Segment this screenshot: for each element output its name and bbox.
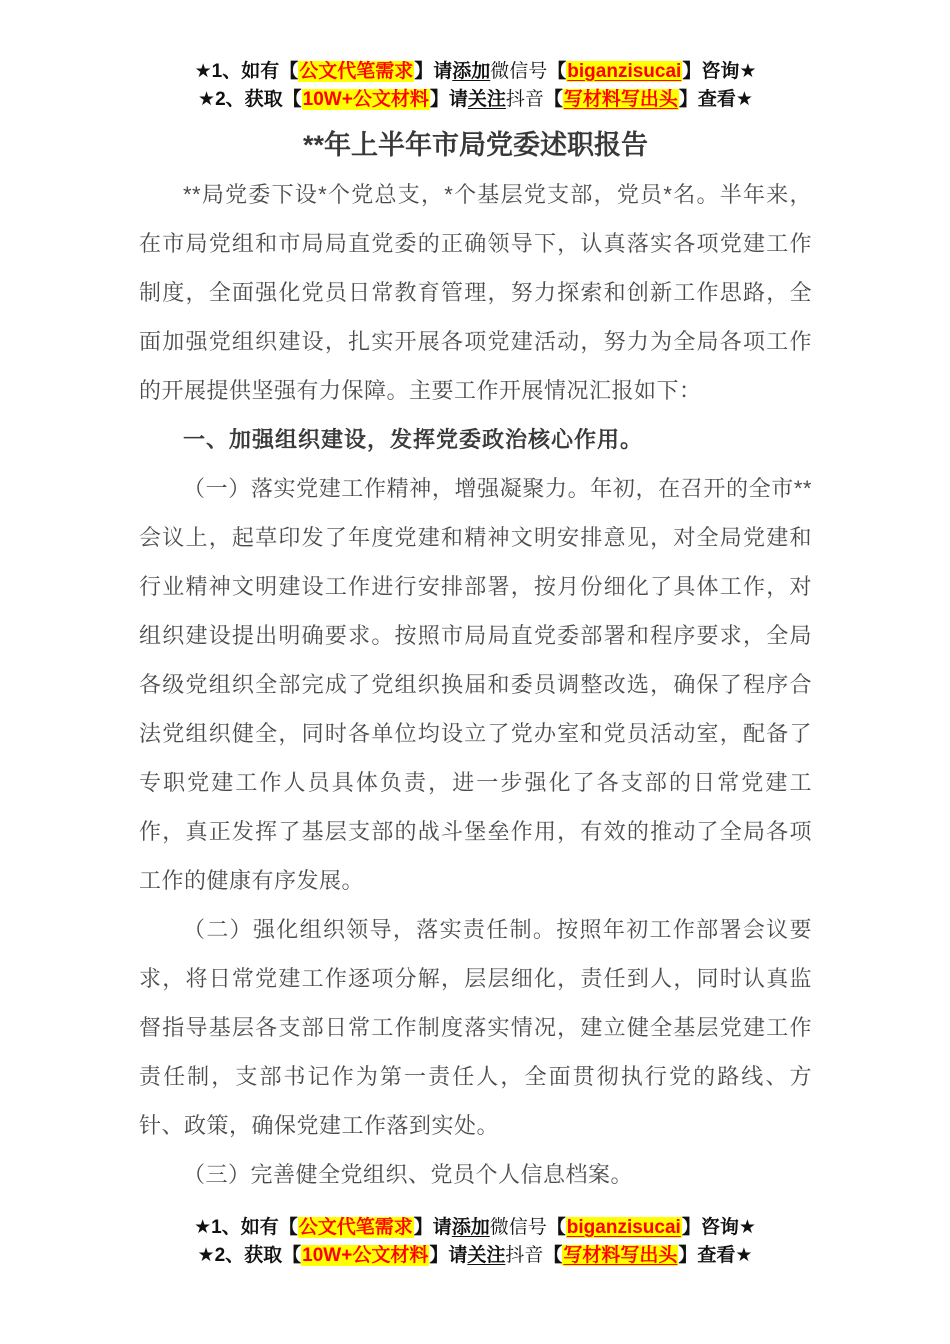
promo-douyin-account: 写材料写出头: [563, 1245, 678, 1266]
promo-footer-line-2: [0, 1242, 950, 1270]
promo-wechat-id: biganzisucai: [566, 1217, 681, 1238]
promo-text: 】请: [413, 1217, 452, 1238]
promo-text: 】查看★: [678, 1245, 753, 1266]
promo-text: 】咨询★: [682, 61, 757, 82]
promo-footer: [0, 1214, 950, 1270]
promo-text: 】咨询★: [681, 1217, 756, 1238]
promo-text: 【: [543, 89, 563, 110]
promo-text: 【: [543, 1245, 563, 1266]
section-heading-1: 一、加强组织建设，发挥党委政治核心作用。: [183, 427, 644, 452]
promo-wechat-id: biganzisucai: [567, 61, 682, 82]
promo-highlight-materials: 10W+公文材料: [302, 1245, 429, 1266]
paragraph-item-2: （二）强化组织领导，落实责任制。按照年初工作部署会议要求，将日常党建工作逐项分解，层层细化，责任到人，同时认真监督指导基层各支部日常工作制度落实情况，建立健全基层党建工作责任制，支部书记作为第一责任人，全面贯彻执行党的路线、方针、政策，确保党建工作落到实处。: [139, 917, 812, 1138]
promo-add-underline: 添加: [452, 61, 491, 82]
promo-highlight-service: 公文代笔需求: [298, 1217, 413, 1238]
promo-add-underline: 添加: [451, 1217, 490, 1238]
paragraph-item-1: （一）落实党建工作精神，增强凝聚力。年初，在召开的全市**会议上，起草印发了年度党建和精神文明安排意见，对全局党建和行业精神文明建设工作进行安排部署，按月份细化了具体工作，对组织建设提出明确要求。按照市局局直党委部署和程序要求，全局各级党组织全部完成了党组织换届和委员调整改选，确保了程序合法党组织健全，同时各单位均设立了党办室和党员活动室，配备了专职党建工作人员具体负责，进一步强化了各支部的日常党建工作，真正发挥了基层支部的战斗堡垒作用，有效的推动了全局各项工作的健康有序发展。: [139, 476, 812, 893]
promo-text: 抖音: [505, 1245, 544, 1266]
promo-text: 【: [546, 1217, 566, 1238]
promo-text: 抖音: [505, 89, 544, 110]
promo-header-line-2: [139, 86, 812, 114]
promo-text: ★1、如有【: [194, 61, 299, 82]
promo-text: 【: [547, 61, 567, 82]
promo-header-line-1: [139, 58, 812, 86]
promo-douyin-account: 写材料写出头: [563, 89, 678, 110]
paragraph-item-3: （三）完善健全党组织、党员个人信息档案。: [183, 1162, 634, 1187]
promo-text: 】请: [429, 1245, 468, 1266]
promo-text: 】请: [414, 61, 453, 82]
promo-follow-underline: 关注: [467, 89, 506, 110]
document-title: **年上半年市局党委述职报告: [302, 130, 648, 160]
paragraph-intro: **局党委下设*个党总支，*个基层党支部，党员*名。半年来，在市局党组和市局局直党委的正确领导下，认真落实各项党建工作制度，全面强化党员日常教育管理，努力探索和创新工作思路，全面加强党组织建设，扎实开展各项党建活动，努力为全局各项工作的开展提供坚强有力保障。主要工作开展情况汇报如下：: [139, 182, 812, 403]
promo-header: [139, 58, 812, 114]
promo-text: ★1、如有【: [194, 1217, 298, 1238]
promo-follow-underline: 关注: [467, 1245, 506, 1266]
promo-highlight-materials: 10W+公文材料: [302, 89, 429, 110]
promo-text: 】查看★: [678, 89, 753, 110]
promo-text: 微信号: [490, 61, 548, 82]
promo-text: ★2、获取【: [197, 1245, 302, 1266]
promo-text: ★2、获取【: [198, 89, 302, 110]
document-body: [139, 170, 812, 1199]
promo-highlight-service: 公文代笔需求: [299, 61, 414, 82]
promo-text: 微信号: [489, 1217, 547, 1238]
promo-footer-line-1: [0, 1214, 950, 1242]
promo-text: 】请: [429, 89, 468, 110]
